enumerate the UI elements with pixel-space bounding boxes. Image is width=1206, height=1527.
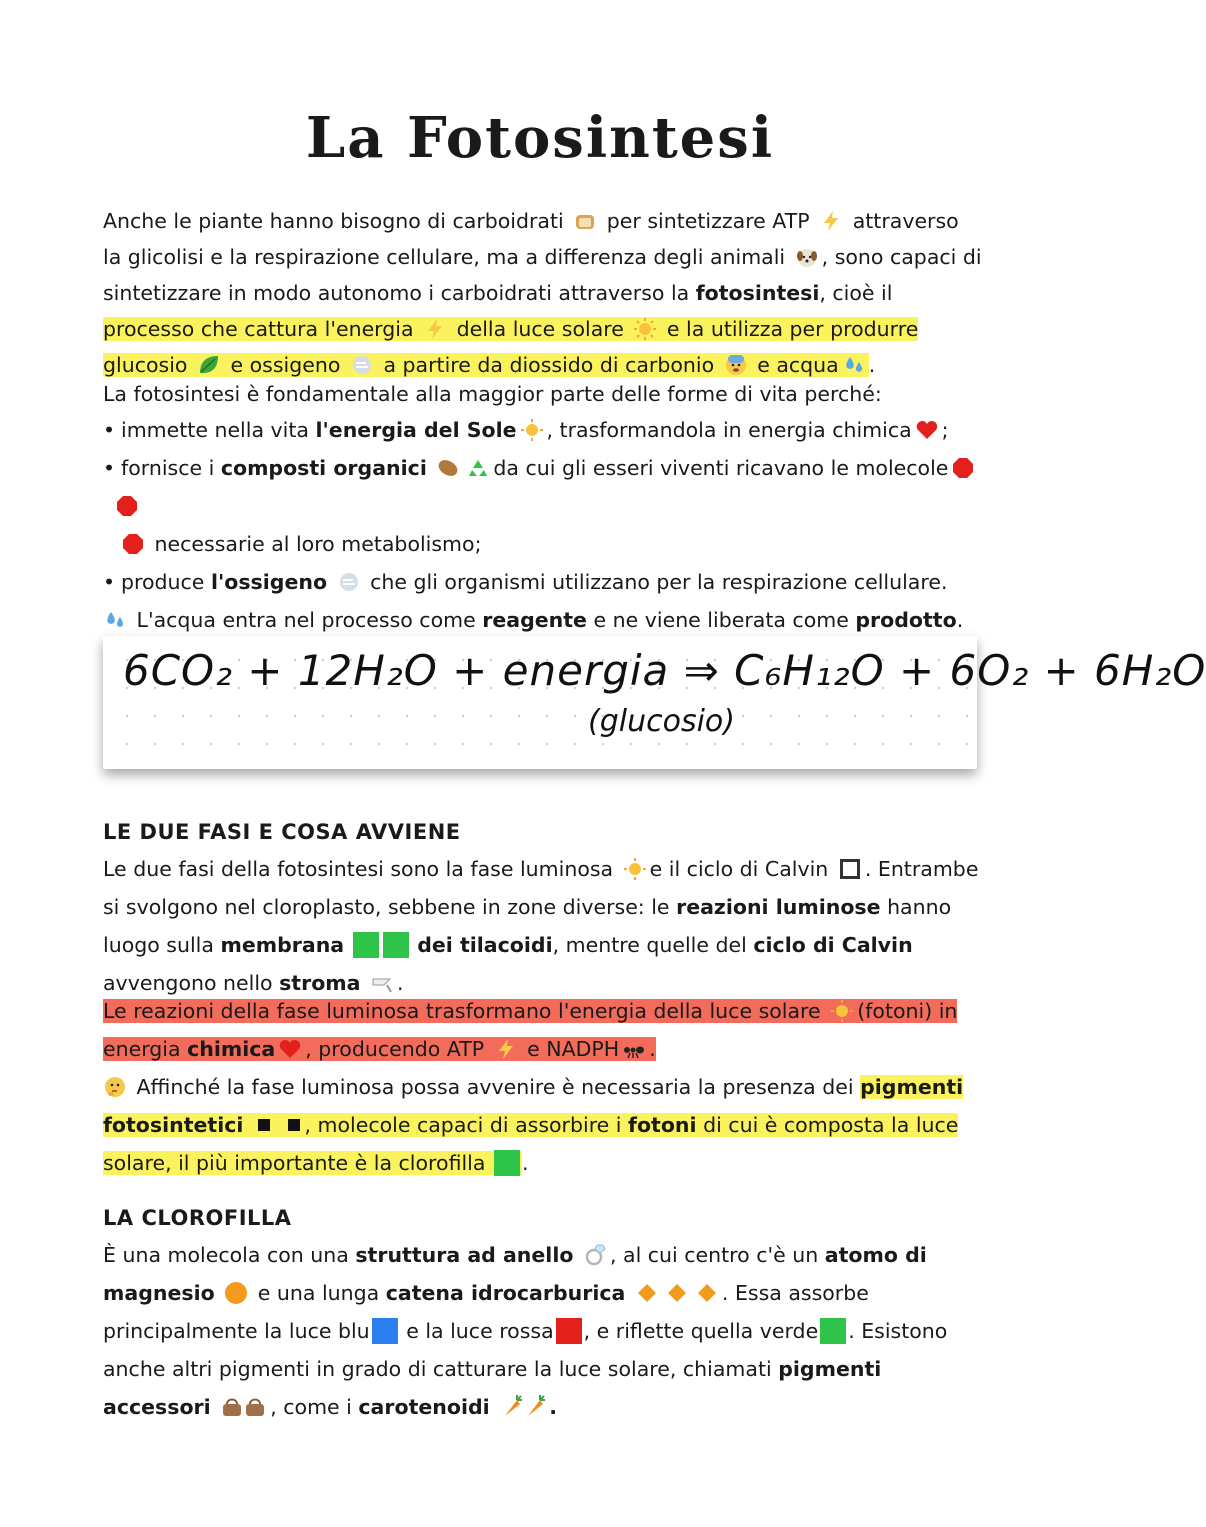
black-square-icon [258, 1119, 270, 1131]
carrot-icon [499, 1395, 523, 1419]
orange-diamond-icon [635, 1281, 659, 1305]
sun-icon [623, 857, 647, 881]
importance-list [103, 411, 983, 601]
heart-icon [278, 1037, 302, 1061]
list-item: • immette nella vita l'energia del Sole , trasformandola in energia chimica ; [103, 411, 983, 449]
square-icon [838, 857, 862, 881]
lightning-icon [423, 317, 447, 341]
equation-note: (glucosio) [588, 704, 735, 739]
orange-diamond-icon [665, 1281, 689, 1305]
bread-icon [573, 209, 597, 233]
section-heading-phases: LE DUE FASI E COSA AVVIENE [103, 820, 461, 844]
highlighted-definition: processo che cattura l'energia della luce solare e la utilizza per produrre glucosio e ossigeno a partire da diossido di carbonio e acqua [103, 317, 919, 377]
green-square-icon [494, 1150, 520, 1176]
recycle-icon [466, 456, 490, 480]
importance-lead: La fotosintesi è fondamentale alla maggior parte delle forme di vita perché: [103, 382, 882, 406]
sun-icon [830, 999, 854, 1023]
water-drops-icon [842, 353, 866, 377]
leaf-icon [197, 353, 221, 377]
light-reactions-paragraph: Le reazioni della fase luminosa trasformano l'energia della luce solare (fotoni) in energia chimica , producendo ATP e NADPH . [103, 999, 958, 1061]
ring-icon [583, 1243, 607, 1267]
equation-card [103, 636, 1206, 769]
red-square-icon [556, 1318, 582, 1344]
wind-icon [337, 570, 361, 594]
pigments-paragraph: Affinché la fase luminosa possa avvenire è necessaria la presenza dei pigmenti fotosintetici , molecole capaci di assorbire i fotoni di cui è composta la luce solare, il più importante è la clorofilla . [103, 1075, 964, 1175]
phases-paragraph: Le due fasi della fotosintesi sono la fase luminosa e il ciclo di Calvin . Entrambe si svolgono nel cloroplasto, sebbene in zone diverse: le reazioni luminose hanno luogo sulla membrana dei tilacoidi, mentre quelle del ciclo di Calvin avvengono nello stroma . [103, 857, 979, 995]
dog-icon [795, 245, 819, 269]
anxious-face-icon [724, 353, 748, 377]
potato-icon [436, 456, 460, 480]
orange-diamond-icon [695, 1281, 719, 1305]
water-note: L'acqua entra nel processo come reagente e ne viene liberata come prodotto. [103, 601, 983, 639]
section-heading-chlorophyll: LA CLOROFILLA [103, 1206, 292, 1230]
red-octagon-icon [121, 532, 145, 556]
intro-paragraph: Anche le piante hanno bisogno di carboidrati per sintetizzare ATP attraverso la glicolisi e la respirazione cellulare, ma a differenza degli animali , sono capaci di sintetizzare in modo autonomo i carboidrati attraverso la fotosintesi, cioè il processo che cattura l'energia della luce solare e la utilizza per produrre glucosio e ossigeno a partire da diossido di carbonio e acqua . [103, 209, 982, 377]
red-octagon-icon [115, 494, 139, 518]
list-item: • fornisce i composti organici da cui gli esseri viventi ricavano le molecole necessarie al loro metabolismo; [103, 449, 983, 563]
blue-square-icon [372, 1318, 398, 1344]
green-square-icon [353, 932, 379, 958]
handbag-icon [220, 1395, 244, 1419]
red-octagon-icon [951, 456, 975, 480]
equation-text: 6CO₂ + 12H₂O + energia ⇒ C₆H₁₂O + 6O₂ + 6H₂O [123, 646, 1206, 695]
handbag-icon [243, 1395, 267, 1419]
black-square-icon [288, 1119, 300, 1131]
carrot-icon [522, 1395, 546, 1419]
importance-section [103, 377, 983, 639]
water-drops-icon [103, 608, 127, 632]
lightning-icon [819, 209, 843, 233]
list-item: • produce l'ossigeno che gli organismi utilizzano per la respirazione cellulare. [103, 563, 983, 601]
green-square-icon [820, 1318, 846, 1344]
page-title: La Fotosintesi [305, 105, 775, 171]
wind-icon [350, 353, 374, 377]
lightning-icon [494, 1037, 518, 1061]
sun-icon [633, 317, 657, 341]
ant-icon [622, 1037, 646, 1061]
sun-icon [520, 418, 544, 442]
green-square-icon [383, 932, 409, 958]
orange-circle-icon [224, 1281, 248, 1305]
chlorophyll-paragraph: È una molecola con una struttura ad anello , al cui centro c'è un atomo di magnesio e una lunga catena idrocarburica . Essa assorbe principalmente la luce blu e la luce rossa , e riflette quella verde . Esistono anche altri pigmenti in grado di catturare la luce solare, chiamati pigmenti accessori , come i carotenoidi . [103, 1243, 948, 1419]
heart-icon [915, 418, 939, 442]
thinking-face-icon [103, 1075, 127, 1099]
